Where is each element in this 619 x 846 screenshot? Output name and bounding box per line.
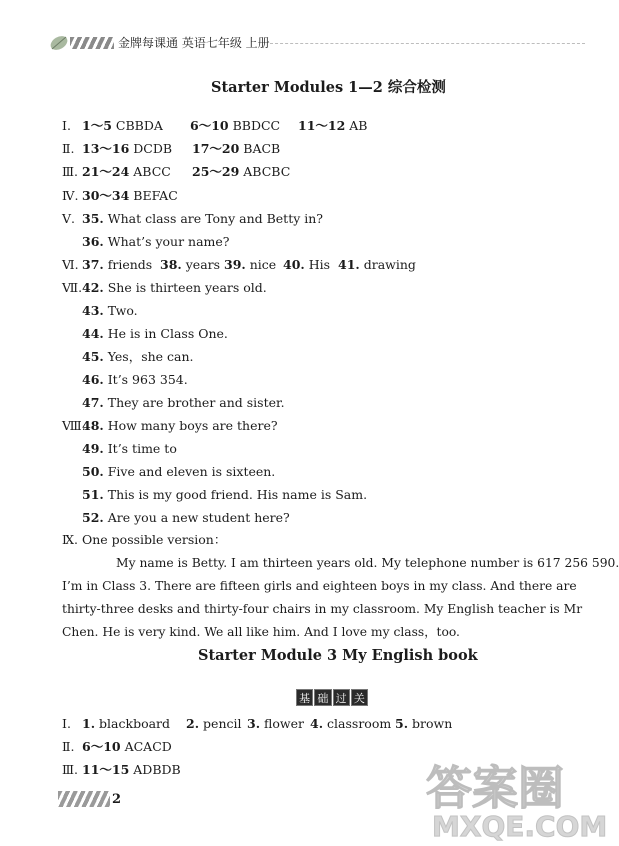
answer-item bbox=[82, 141, 172, 157]
answer-text: drawing bbox=[363, 257, 416, 272]
question-number: 25～29 bbox=[192, 164, 240, 179]
header-stripe-decoration bbox=[70, 37, 114, 49]
answer-text: BEFAC bbox=[133, 188, 178, 203]
answer-text: classroom bbox=[327, 716, 392, 731]
answer-item bbox=[224, 257, 276, 273]
answer-text: blackboard bbox=[99, 716, 171, 731]
answer-item bbox=[82, 118, 163, 134]
answer-text: It’s time to bbox=[107, 441, 177, 456]
answer-item bbox=[82, 487, 367, 503]
question-number: 6～10 bbox=[190, 118, 229, 133]
answer-text: Two. bbox=[107, 303, 138, 318]
roman-numeral: Ⅱ. bbox=[62, 739, 75, 754]
question-number: 6～10 bbox=[82, 739, 121, 754]
answer-item bbox=[192, 141, 280, 157]
question-number: 30～34 bbox=[82, 188, 130, 203]
question-number: 51. bbox=[82, 487, 104, 502]
roman-numeral: Ⅶ. bbox=[62, 280, 83, 295]
question-number: 49. bbox=[82, 441, 104, 456]
question-number: 48. bbox=[82, 418, 104, 433]
answer-text: BBDCC bbox=[232, 118, 281, 133]
question-number: 1. bbox=[82, 716, 96, 731]
leaf-logo-icon bbox=[48, 32, 70, 54]
answer-item bbox=[395, 716, 452, 732]
section-title: Starter Modules 1—2 综合检测 bbox=[211, 79, 446, 96]
answer-item bbox=[283, 257, 330, 273]
answer-text: DCDB bbox=[133, 141, 173, 156]
question-number: 46. bbox=[82, 372, 104, 387]
question-number: 47. bbox=[82, 395, 104, 410]
answer-text: It’s 963 354. bbox=[107, 372, 188, 387]
answer-text: Yes，she can. bbox=[107, 349, 194, 364]
answer-item bbox=[186, 716, 242, 732]
roman-numeral: Ⅲ. bbox=[62, 762, 79, 777]
badge-char: 础 bbox=[314, 689, 331, 706]
answer-item bbox=[82, 418, 278, 434]
answer-text: How many boys are there? bbox=[107, 418, 278, 433]
question-number: 38. bbox=[160, 257, 182, 272]
answer-item bbox=[310, 716, 391, 732]
basic-review-badge bbox=[296, 689, 368, 706]
question-number: 11～15 bbox=[82, 762, 130, 777]
page-header bbox=[0, 30, 590, 58]
question-number: 41. bbox=[338, 257, 360, 272]
question-number: 2. bbox=[186, 716, 200, 731]
answer-text: BACB bbox=[243, 141, 281, 156]
essay-intro: Ⅸ. One possible version： bbox=[62, 532, 227, 547]
answer-item bbox=[247, 716, 304, 732]
answer-text: ADBDB bbox=[133, 762, 181, 777]
question-number: 50. bbox=[82, 464, 104, 479]
answer-item bbox=[298, 118, 368, 134]
answer-item bbox=[82, 280, 267, 296]
question-number: 5. bbox=[395, 716, 409, 731]
roman-numeral: Ⅲ. bbox=[62, 164, 79, 179]
answer-item bbox=[338, 257, 416, 273]
essay-line: thirty-three desks and thirty-four chairs in my classroom. My English teacher is Mr bbox=[62, 602, 583, 616]
answer-text: years bbox=[185, 257, 221, 272]
answer-item bbox=[82, 303, 138, 319]
answer-item bbox=[82, 211, 323, 227]
question-number: 11～12 bbox=[298, 118, 346, 133]
answer-text: CBBDA bbox=[115, 118, 163, 133]
badge-char: 过 bbox=[333, 689, 350, 706]
answer-item bbox=[82, 372, 188, 388]
answer-item bbox=[82, 395, 285, 411]
question-number: 17～20 bbox=[192, 141, 240, 156]
answer-item bbox=[190, 118, 280, 134]
answer-text: ABCBC bbox=[243, 164, 291, 179]
question-number: 44. bbox=[82, 326, 104, 341]
answer-item bbox=[82, 188, 178, 204]
answer-text: She is thirteen years old. bbox=[107, 280, 267, 295]
question-number: 42. bbox=[82, 280, 104, 295]
roman-numeral: Ⅷ. bbox=[62, 418, 86, 433]
answer-item bbox=[82, 326, 228, 342]
answer-text: Are you a new student here? bbox=[107, 510, 290, 525]
answer-item bbox=[192, 164, 290, 180]
essay-line: I’m in Class 3. There are fifteen girls and eighteen boys in my class. And there are bbox=[62, 579, 577, 593]
answer-item bbox=[82, 464, 275, 480]
answer-text: He is in Class One. bbox=[107, 326, 228, 341]
question-number: 36. bbox=[82, 234, 104, 249]
answer-text: What’s your name? bbox=[107, 234, 230, 249]
roman-numeral: Ⅱ. bbox=[62, 141, 75, 156]
answer-item bbox=[82, 716, 170, 732]
question-number: 3. bbox=[247, 716, 261, 731]
answer-text: nice bbox=[249, 257, 277, 272]
watermark-text: 答案圈 bbox=[426, 761, 564, 815]
answer-item bbox=[82, 739, 172, 755]
answer-text: AB bbox=[349, 118, 368, 133]
question-number: 45. bbox=[82, 349, 104, 364]
answer-item bbox=[82, 234, 230, 250]
section-title: Starter Module 3 My English book bbox=[198, 647, 478, 664]
answer-item bbox=[82, 441, 177, 457]
answer-text: flower bbox=[264, 716, 304, 731]
answer-item bbox=[82, 762, 181, 778]
question-number: 1～5 bbox=[82, 118, 112, 133]
question-number: 13～16 bbox=[82, 141, 130, 156]
question-number: 40. bbox=[283, 257, 305, 272]
question-number: 21～24 bbox=[82, 164, 130, 179]
page-number-decoration bbox=[58, 791, 110, 807]
answer-item bbox=[82, 349, 194, 365]
header-title: 金牌每课通 英语七年级 上册 bbox=[118, 36, 270, 50]
answer-text: His bbox=[308, 257, 331, 272]
answer-text: ACACD bbox=[124, 739, 172, 754]
answer-text: What class are Tony and Betty in? bbox=[107, 211, 324, 226]
roman-numeral: Ⅰ. bbox=[62, 118, 71, 133]
answer-text: This is my good friend. His name is Sam. bbox=[107, 487, 368, 502]
question-number: 43. bbox=[82, 303, 104, 318]
answer-text: brown bbox=[412, 716, 453, 731]
question-number: 39. bbox=[224, 257, 246, 272]
question-number: 52. bbox=[82, 510, 104, 525]
roman-numeral: Ⅳ. bbox=[62, 188, 79, 203]
answer-item bbox=[82, 164, 171, 180]
answer-text: Five and eleven is sixteen. bbox=[107, 464, 276, 479]
badge-char: 基 bbox=[296, 689, 313, 706]
roman-numeral: Ⅴ. bbox=[62, 211, 76, 226]
answer-item bbox=[82, 510, 290, 526]
answer-item bbox=[160, 257, 220, 273]
header-divider bbox=[270, 43, 585, 44]
question-number: 35. bbox=[82, 211, 104, 226]
badge-char: 关 bbox=[351, 689, 368, 706]
watermark-logo-icon bbox=[418, 752, 608, 843]
answer-text: pencil bbox=[203, 716, 242, 731]
question-number: 37. bbox=[82, 257, 104, 272]
watermark-url: MXQE.COM bbox=[432, 810, 608, 843]
roman-numeral: Ⅰ. bbox=[62, 716, 71, 731]
answer-text: ABCC bbox=[133, 164, 171, 179]
essay-line: Chen. He is very kind. We all like him. And I love my class，too. bbox=[62, 625, 460, 639]
answer-text: They are brother and sister. bbox=[107, 395, 285, 410]
answer-text: friends bbox=[107, 257, 153, 272]
page-number: 2 bbox=[112, 792, 122, 807]
roman-numeral: Ⅵ. bbox=[62, 257, 79, 272]
answer-item bbox=[82, 257, 152, 273]
essay-line: My name is Betty. I am thirteen years old. My telephone number is 617 256 590. bbox=[116, 556, 619, 570]
question-number: 4. bbox=[310, 716, 324, 731]
